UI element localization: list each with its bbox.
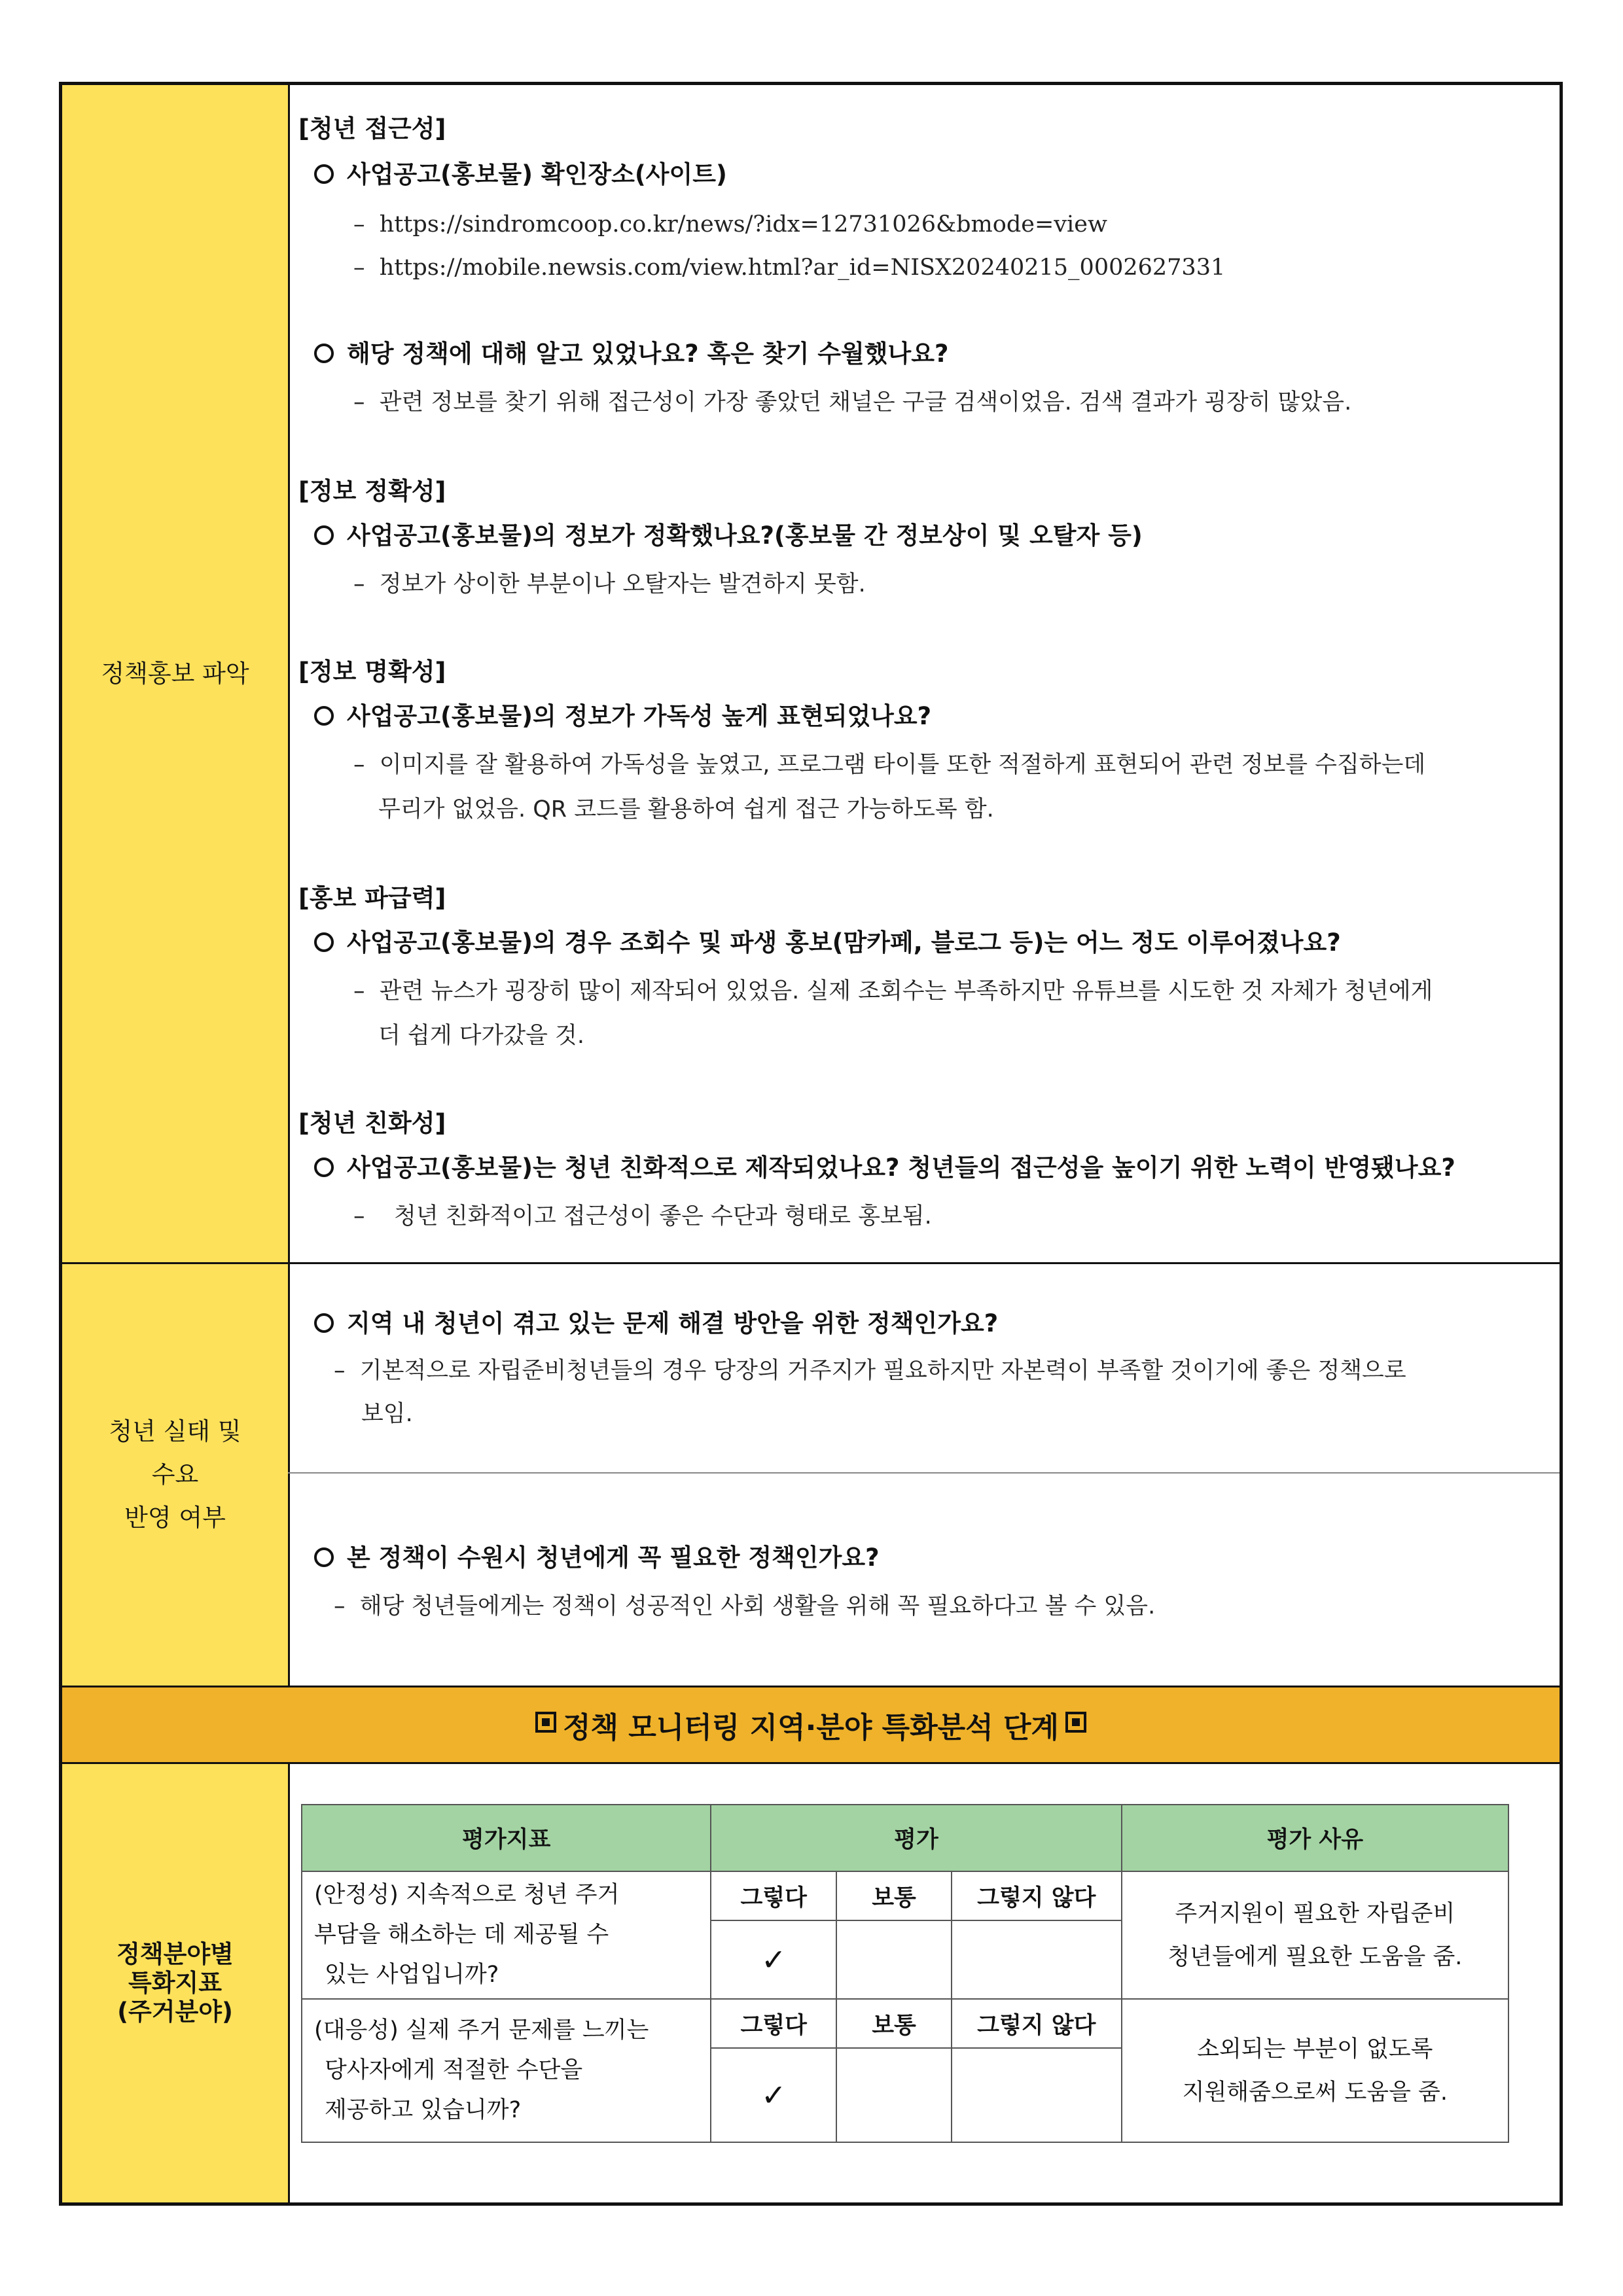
square-bullet-icon bbox=[535, 1712, 556, 1733]
url-item-2[interactable]: – https://mobile.newsis.com/view.html?ar_id=NISX20240215_0002627331 bbox=[353, 255, 1226, 281]
header-evaluation: 평가 bbox=[711, 1805, 1121, 1871]
youth-reality-label: 청년 실태 및 수요 반영 여부 bbox=[62, 1264, 290, 1686]
reason-stability: 주거지원이 필요한 자립준비 청년들에게 필요한 도움을 줌. bbox=[1122, 1871, 1508, 1999]
answer-friendliness: – 청년 친화적이고 접근성이 좋은 수단과 형태로 홍보됨. bbox=[353, 1203, 932, 1229]
header-indicator: 평가지표 bbox=[302, 1805, 711, 1871]
analysis-stage-banner bbox=[62, 1686, 1560, 1764]
youth-reality-content bbox=[288, 1264, 1560, 1686]
check-cell-yes[interactable] bbox=[711, 2048, 836, 2142]
answer-awareness: – 관련 정보를 찾기 위해 접근성이 가장 좋았던 채널은 구글 검색이었음. 검색 결과가 굉장히 많았음. bbox=[353, 389, 1352, 415]
question-site: 사업공고(홍보물) 확인장소(사이트) bbox=[314, 158, 727, 191]
policy-promotion-label: 정책홍보 파악 bbox=[62, 85, 290, 1262]
special-indicator-label: 정책분야별 특화지표 (주거분야) bbox=[62, 1764, 290, 2202]
option-yes: 그렇다 bbox=[711, 1871, 836, 1920]
circle-bullet-icon bbox=[314, 344, 334, 363]
answer-local-problem-line1: – 기본적으로 자립준비청년들의 경우 당장의 거주지가 필요하지만 자본력이 부족할 것이기에 좋은 정책으로 bbox=[334, 1358, 1406, 1384]
question-friendliness: 사업공고(홍보물)는 청년 친화적으로 제작되었나요? 청년들의 접근성을 높이기 위한 노력이 반영됐나요? bbox=[314, 1152, 1455, 1184]
check-mark-icon: ✓ bbox=[760, 2077, 787, 2113]
check-cell-neutral[interactable] bbox=[836, 2048, 952, 2142]
circle-bullet-icon bbox=[314, 1313, 334, 1333]
check-cell-neutral[interactable] bbox=[836, 1920, 952, 1999]
circle-bullet-icon bbox=[314, 164, 334, 184]
section-heading-clarity: [정보 명확성] bbox=[298, 658, 446, 686]
inner-divider bbox=[288, 1472, 1560, 1474]
section-heading-reach: [홍보 파급력] bbox=[298, 884, 446, 912]
question-reach: 사업공고(홍보물)의 경우 조회수 및 파생 홍보(맘카페, 블로그 등)는 어느 정도 이루어졌나요? bbox=[314, 927, 1341, 959]
answer-clarity-line1: – 이미지를 잘 활용하여 가독성을 높였고, 프로그램 타이틀 또한 적절하게 표현되어 관련 정보를 수집하는데 bbox=[353, 752, 1426, 778]
square-bullet-icon bbox=[1065, 1712, 1086, 1733]
answer-accuracy: – 정보가 상이한 부분이나 오탈자는 발견하지 못함. bbox=[353, 571, 866, 597]
question-awareness: 해당 정책에 대해 알고 있었나요? 혹은 찾기 수월했나요? bbox=[314, 338, 948, 370]
policy-promotion-content bbox=[288, 85, 1560, 1262]
option-yes: 그렇다 bbox=[711, 1999, 836, 2048]
check-mark-icon: ✓ bbox=[760, 1942, 787, 1977]
question-accuracy: 사업공고(홍보물)의 정보가 정확했나요?(홍보물 간 정보상이 및 오탈자 등) bbox=[314, 520, 1143, 552]
option-no: 그렇지 않다 bbox=[952, 1871, 1122, 1920]
evaluation-table bbox=[301, 1804, 1509, 2143]
section-heading-accessibility: [청년 접근성] bbox=[298, 115, 446, 143]
url-item-1[interactable]: – https://sindromcoop.co.kr/news/?idx=12731026&bmode=view bbox=[353, 211, 1107, 238]
option-neutral: 보통 bbox=[836, 1999, 952, 2048]
question-clarity: 사업공고(홍보물)의 정보가 가독성 높게 표현되었나요? bbox=[314, 700, 931, 733]
circle-bullet-icon bbox=[314, 1157, 334, 1177]
banner-title: 정책 모니터링 지역·분야 특화분석 단계 bbox=[562, 1711, 1060, 1744]
question-local-problem: 지역 내 청년이 겪고 있는 문제 해결 방안을 위한 정책인가요? bbox=[314, 1307, 998, 1340]
circle-bullet-icon bbox=[314, 525, 334, 545]
youth-reality-row bbox=[62, 1264, 1560, 1686]
answer-clarity-line2: 무리가 없었음. QR 코드를 활용하여 쉽게 접근 가능하도록 함. bbox=[378, 796, 994, 822]
answer-reach-line2: 더 쉽게 다가갔을 것. bbox=[378, 1023, 584, 1049]
header-reason: 평가 사유 bbox=[1122, 1805, 1508, 1871]
check-cell-yes[interactable] bbox=[711, 1920, 836, 1999]
answer-necessity: – 해당 청년들에게는 정책이 성공적인 사회 생활을 위해 꼭 필요하다고 볼 수 있음. bbox=[334, 1593, 1156, 1619]
circle-bullet-icon bbox=[314, 932, 334, 952]
indicator-stability: (안정성) 지속적으로 청년 주거 부담을 해소하는 데 제공될 수 있는 사업입니까? bbox=[302, 1871, 711, 1999]
section-heading-accuracy: [정보 정확성] bbox=[298, 477, 446, 505]
policy-promotion-row bbox=[62, 85, 1560, 1262]
circle-bullet-icon bbox=[314, 1547, 334, 1567]
option-no: 그렇지 않다 bbox=[952, 1999, 1122, 2048]
section-heading-friendliness: [청년 친화성] bbox=[298, 1109, 446, 1137]
answer-reach-line1: – 관련 뉴스가 굉장히 많이 제작되어 있었음. 실제 조회수는 부족하지만 유튜브를 시도한 것 자체가 청년에게 bbox=[353, 978, 1433, 1004]
reason-responsiveness: 소외되는 부분이 없도록 지원해줌으로써 도움을 줌. bbox=[1122, 1999, 1508, 2142]
circle-bullet-icon bbox=[314, 706, 334, 726]
option-neutral: 보통 bbox=[836, 1871, 952, 1920]
question-necessity: 본 정책이 수원시 청년에게 꼭 필요한 정책인가요? bbox=[314, 1542, 880, 1574]
indicator-responsiveness: (대응성) 실제 주거 문제를 느끼는 당사자에게 적절한 수단을 제공하고 있습니까? bbox=[302, 1999, 711, 2142]
check-cell-no[interactable] bbox=[952, 2048, 1122, 2142]
check-cell-no[interactable] bbox=[952, 1920, 1122, 1999]
answer-local-problem-line2: 보임. bbox=[361, 1401, 413, 1427]
